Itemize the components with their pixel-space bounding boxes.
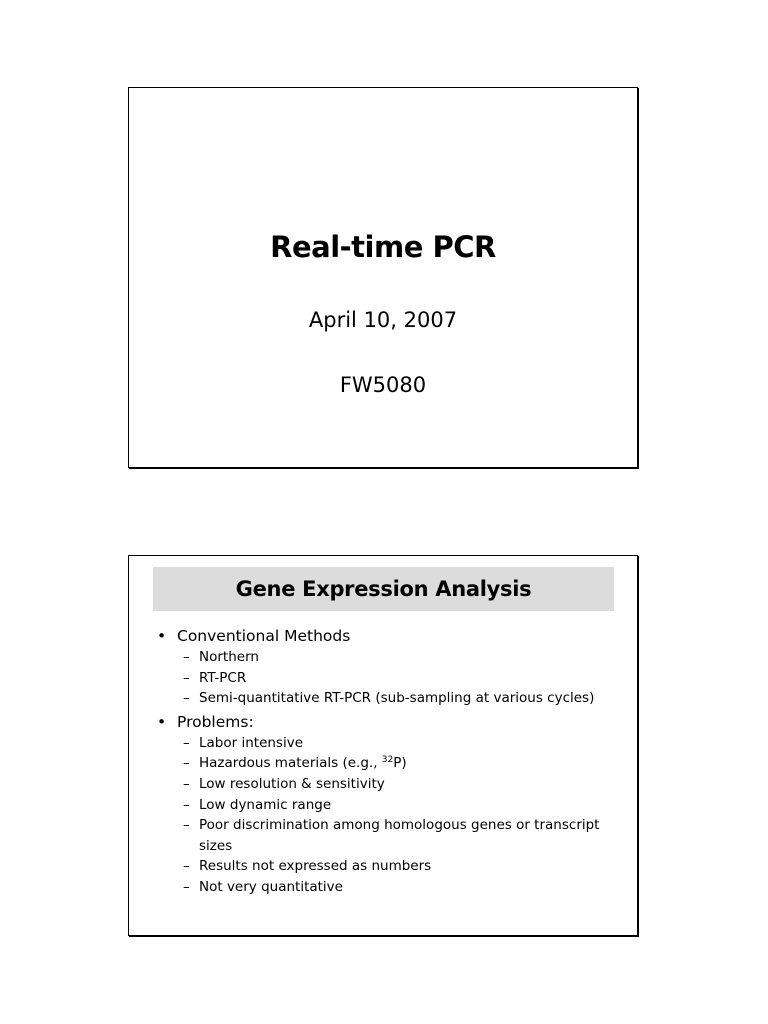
slide-1 xyxy=(128,87,638,468)
hazard-suffix: P) xyxy=(393,755,407,772)
sub-bullet xyxy=(155,815,627,856)
bullet-problems xyxy=(155,712,627,733)
bullet-conventional-methods xyxy=(155,626,627,647)
dash-icon: – xyxy=(183,669,190,686)
sub-bullet xyxy=(155,774,627,795)
sub-bullet-text: Northern xyxy=(199,649,259,665)
sub-bullet xyxy=(155,688,627,709)
dash-icon: – xyxy=(183,755,190,772)
sub-bullet-text-hazardous xyxy=(199,755,407,771)
dash-icon: – xyxy=(183,690,190,707)
slide-2-title: Gene Expression Analysis xyxy=(153,567,614,611)
sub-bullet-text: Results not expressed as numbers xyxy=(199,858,432,875)
sub-bullet xyxy=(155,856,627,877)
hazard-prefix: Hazardous materials (e.g., xyxy=(199,755,382,772)
sub-bullet xyxy=(155,647,627,668)
sub-bullet-text: RT-PCR xyxy=(199,669,247,686)
sub-bullet xyxy=(155,795,627,816)
sub-bullet-text: Poor discrimination among homologous genes or transcript sizes xyxy=(199,817,600,854)
slide-2 xyxy=(128,555,638,936)
dash-icon: – xyxy=(183,649,190,665)
slide-1-date: April 10, 2007 xyxy=(308,308,458,332)
isotope-superscript: 32 xyxy=(381,755,394,766)
sub-bullet xyxy=(155,733,627,754)
dash-icon: – xyxy=(183,775,190,792)
slide-1-title: Real-time PCR xyxy=(270,230,496,264)
dash-icon: – xyxy=(183,734,190,751)
bullet-icon: • xyxy=(157,627,167,645)
dash-icon: – xyxy=(183,858,190,875)
sub-bullet-text: Not very quantitative xyxy=(199,878,343,895)
slide-1-course-code: FW5080 xyxy=(339,373,427,397)
dash-icon: – xyxy=(183,796,190,813)
dash-icon: – xyxy=(183,878,190,895)
sub-bullet xyxy=(155,753,627,774)
sub-bullet-text: Low resolution & sensitivity xyxy=(199,775,385,792)
bullet-heading: Problems: xyxy=(177,712,254,731)
bullet-heading: Conventional Methods xyxy=(177,627,351,645)
sub-bullet-text: Labor intensive xyxy=(199,734,304,751)
bullet-icon: • xyxy=(157,712,167,731)
sub-bullet-text: Low dynamic range xyxy=(199,796,332,813)
dash-icon: – xyxy=(183,817,190,834)
slide-2-bullet-list xyxy=(155,626,627,898)
sub-bullet-text: Semi-quantitative RT-PCR (sub-sampling at various cycles) xyxy=(199,690,595,707)
sub-bullet xyxy=(155,877,627,898)
sub-bullet xyxy=(155,668,627,689)
